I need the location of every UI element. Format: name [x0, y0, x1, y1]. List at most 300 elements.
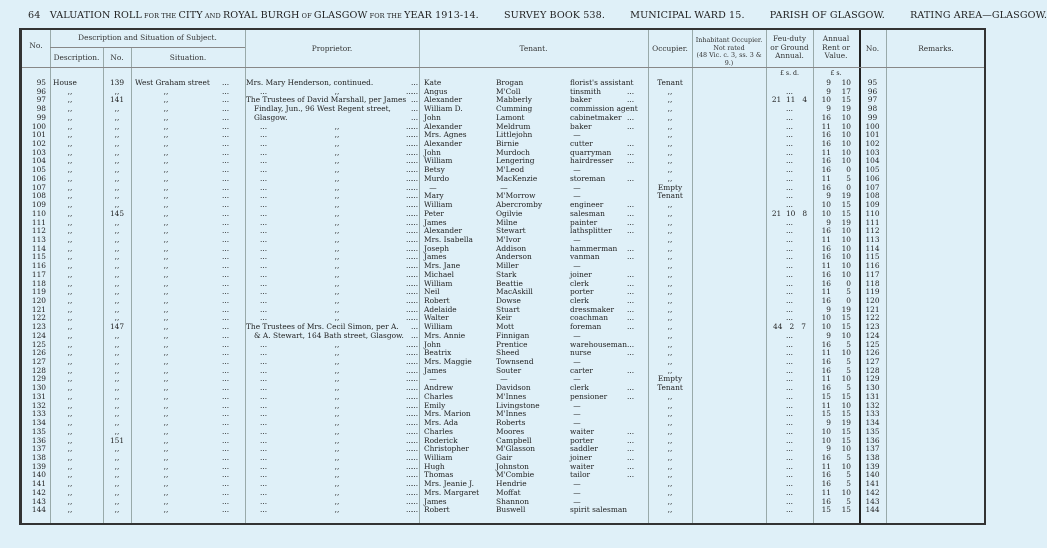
- ditto: ,,: [334, 269, 340, 279]
- ellipsis: ...: [222, 330, 230, 340]
- row-number-right: 122: [865, 313, 880, 323]
- proprietor: Mrs. Mary Henderson, continued.: [246, 78, 374, 87]
- header-line: Value.: [824, 51, 848, 60]
- rent-pounds: 11: [821, 261, 831, 271]
- subject-number: ,,: [114, 121, 120, 131]
- subject-number: ,,: [114, 226, 120, 236]
- rent-pounds: 11: [821, 348, 831, 358]
- ditto: ,,: [334, 304, 340, 314]
- tenant-surname: Gair: [496, 452, 513, 462]
- ditto: ,,: [334, 339, 340, 349]
- tenant-occupation: —: [573, 400, 581, 410]
- rent-pounds: 10: [821, 200, 831, 210]
- rent-pounds: 11: [821, 147, 831, 157]
- row-number: 95: [36, 78, 46, 87]
- description: ,,: [67, 261, 73, 271]
- occupier: ,,: [667, 130, 673, 140]
- feu-duty: ...: [785, 86, 794, 96]
- rent-pounds: 16: [821, 182, 831, 192]
- ellipsis: ...: [260, 409, 268, 419]
- col-header-tenant: Tenant.: [519, 44, 548, 53]
- ellipsis: ...: [260, 269, 268, 279]
- ellipsis: ...: [627, 296, 635, 305]
- rent-pounds: 16: [821, 252, 831, 262]
- ellipsis: ...: [627, 269, 635, 279]
- rent-pounds: 16: [821, 452, 831, 462]
- occupier: ,,: [667, 147, 673, 157]
- tenant-surname: Stuart: [496, 304, 520, 314]
- tenant-occupation: foreman: [570, 322, 602, 332]
- feu-duty: 44 2 7: [773, 322, 806, 332]
- ellipsis: ...: [222, 339, 230, 349]
- ellipsis: ...: [260, 479, 268, 489]
- ellipsis: ...: [222, 487, 230, 497]
- proprietor: Findlay, Jun., 96 West Regent street,: [254, 104, 391, 114]
- tenant-occupation: nurse: [570, 348, 592, 358]
- rent-pounds: 15: [821, 391, 831, 401]
- description: ,,: [67, 156, 73, 166]
- row-number: 121: [31, 304, 46, 314]
- tenant-surname: Keir: [496, 313, 512, 323]
- feu-duty: ...: [785, 444, 794, 454]
- ditto: ,,: [334, 234, 340, 244]
- tenant-surname: Sheed: [496, 348, 520, 358]
- tenant-surname: Ogilvie: [496, 208, 523, 218]
- tenant-first-name: Adelaide: [424, 304, 457, 314]
- occupier: ,,: [667, 461, 673, 471]
- ellipsis: ...: [260, 304, 268, 314]
- rent-shillings: 10: [841, 226, 851, 236]
- ellipsis: ...: [406, 226, 414, 236]
- subject-number: ,,: [114, 383, 120, 393]
- occupier: ,,: [667, 348, 673, 358]
- occupier: Tenant: [657, 383, 683, 393]
- ellipsis: ...: [627, 444, 635, 454]
- tenant-occupation: saddler: [570, 444, 598, 454]
- ellipsis: ...: [406, 130, 414, 140]
- situation: ,,: [163, 243, 169, 253]
- tenant-first-name: John: [424, 112, 441, 122]
- proprietor: The Trustees of David Marshall, per James: [246, 95, 407, 105]
- ellipsis: ...: [260, 139, 268, 149]
- occupier: ,,: [667, 261, 673, 271]
- description: ,,: [67, 278, 73, 288]
- description: House: [53, 78, 77, 87]
- tenant-first-name: William D.: [424, 104, 463, 114]
- ellipsis: ...: [627, 435, 635, 445]
- ellipsis: ...: [406, 86, 414, 96]
- rent-shillings: 10: [841, 147, 851, 157]
- tenant-surname: Hendrie: [496, 479, 527, 489]
- rent-pounds: 9: [826, 104, 831, 114]
- title-part: ROYAL BURGH: [222, 10, 300, 21]
- tenant-first-name: John: [424, 339, 441, 349]
- ellipsis: ...: [222, 130, 230, 140]
- occupier: ,,: [667, 452, 673, 462]
- tenant-first-name: Christopher: [424, 444, 469, 454]
- tenant-surname: Livingstone: [496, 400, 540, 410]
- row-number: 135: [31, 426, 46, 436]
- row-number: 123: [31, 322, 46, 332]
- description: ,,: [67, 348, 73, 358]
- rent-pounds: 9: [826, 304, 831, 314]
- rent-pounds: 16: [821, 339, 831, 349]
- tenant-first-name: John: [424, 147, 441, 157]
- situation: ,,: [163, 217, 169, 227]
- situation: ,,: [163, 505, 169, 515]
- ellipsis: ...: [411, 95, 419, 105]
- tenant-first-name: Mary: [424, 191, 444, 201]
- row-number: 125: [31, 339, 46, 349]
- ellipsis: ...: [406, 304, 414, 314]
- ellipsis: ...: [222, 104, 230, 114]
- feu-duty: ...: [785, 470, 794, 480]
- ellipsis: ...: [260, 461, 268, 471]
- row-number-right: 134: [865, 418, 880, 428]
- tenant-occupation: clerk: [570, 383, 589, 393]
- tenant-first-name: Emily: [424, 400, 446, 410]
- occupier: Tenant: [657, 78, 683, 87]
- row-number-right: 117: [865, 269, 880, 279]
- ellipsis: ...: [222, 304, 230, 314]
- ellipsis: ...: [411, 261, 419, 271]
- row-number-right: 116: [865, 261, 880, 271]
- rent-shillings: 10: [841, 374, 851, 384]
- row-number-right: 114: [865, 243, 880, 253]
- description: ,,: [67, 461, 73, 471]
- description: ,,: [67, 112, 73, 122]
- row-number-right: 129: [865, 374, 880, 384]
- situation: ,,: [163, 130, 169, 140]
- feu-duty: ...: [785, 304, 794, 314]
- description: ,,: [67, 400, 73, 410]
- ditto: ,,: [334, 348, 340, 358]
- feu-duty: ...: [785, 496, 794, 506]
- feu-duty: ...: [785, 357, 794, 367]
- occupier: ,,: [667, 226, 673, 236]
- tenant-surname: Addison: [496, 243, 527, 253]
- rent-shillings: 19: [841, 217, 851, 227]
- ellipsis: ...: [222, 95, 230, 105]
- ellipsis: ...: [406, 165, 414, 175]
- ellipsis: ...: [627, 200, 635, 210]
- row-number-right: 144: [865, 505, 880, 515]
- row-number-right: 140: [865, 470, 880, 480]
- tenant-occupation: tinsmith: [570, 86, 601, 96]
- tenant-surname: Birnie: [496, 139, 519, 149]
- ellipsis: ...: [222, 121, 230, 131]
- tenant-first-name: William: [424, 278, 453, 288]
- tenant-occupation: pensioner: [570, 391, 608, 401]
- row-number-right: 112: [865, 226, 880, 236]
- tenant-surname: Milne: [496, 217, 518, 227]
- occupier: ,,: [667, 391, 673, 401]
- tenant-surname: Brogan: [496, 78, 524, 87]
- row-number-right: 141: [865, 479, 880, 489]
- ellipsis: ...: [406, 208, 414, 218]
- feu-duty: ...: [785, 330, 794, 340]
- tenant-surname: Davidson: [496, 383, 531, 393]
- title-part: OF: [299, 12, 314, 20]
- situation: ,,: [163, 226, 169, 236]
- tenant-first-name: Roderick: [424, 435, 458, 445]
- rent-shillings: 10: [841, 130, 851, 140]
- ellipsis: ...: [627, 147, 635, 157]
- col-header-annual-rent: [813, 35, 859, 61]
- rent-pounds: 11: [821, 287, 831, 297]
- ditto: ,,: [334, 374, 340, 384]
- ellipsis: ...: [627, 139, 635, 149]
- situation: ,,: [163, 121, 169, 131]
- situation: ,,: [163, 165, 169, 175]
- subject-number: ,,: [114, 496, 120, 506]
- tenant-surname: Stewart: [496, 226, 526, 236]
- ellipsis: ...: [627, 287, 635, 297]
- tenant-occupation: painter: [570, 217, 598, 227]
- ellipsis: ...: [222, 470, 230, 480]
- feu-duty: ...: [785, 269, 794, 279]
- ellipsis: ...: [222, 383, 230, 393]
- feu-duty: ...: [785, 426, 794, 436]
- subject-number: ,,: [114, 487, 120, 497]
- ellipsis: ...: [260, 156, 268, 166]
- ditto: ,,: [334, 139, 340, 149]
- row-number-right: 135: [865, 426, 880, 436]
- ellipsis: ...: [627, 313, 635, 323]
- rent-pounds: 9: [826, 78, 831, 87]
- tenant-occupation: porter: [570, 435, 594, 445]
- tenant-surname: Littlejohn: [496, 130, 533, 140]
- description: ,,: [67, 409, 73, 419]
- occupier: ,,: [667, 487, 673, 497]
- rent-pounds: 9: [826, 217, 831, 227]
- row-number: 102: [31, 139, 46, 149]
- ditto: ,,: [334, 200, 340, 210]
- rent-pounds: 16: [821, 357, 831, 367]
- situation: ,,: [163, 208, 169, 218]
- ellipsis: ...: [406, 348, 414, 358]
- ellipsis: ...: [406, 313, 414, 323]
- rent-shillings: 19: [841, 191, 851, 201]
- ditto: ,,: [334, 217, 340, 227]
- rent-pounds: 16: [821, 165, 831, 175]
- rent-shillings: 15: [841, 426, 851, 436]
- subject-number: ,,: [114, 409, 120, 419]
- ditto: ,,: [334, 173, 340, 183]
- ellipsis: ...: [260, 487, 268, 497]
- ellipsis: ...: [411, 374, 419, 384]
- tenant-surname: M'Glasson: [496, 444, 536, 454]
- ellipsis: ...: [222, 269, 230, 279]
- tenant-occupation: baker: [570, 121, 592, 131]
- feu-duty: ...: [785, 182, 794, 192]
- occupier: ,,: [667, 470, 673, 480]
- ditto: ,,: [334, 261, 340, 271]
- tenant-surname: M'Combie: [496, 470, 535, 480]
- row-number: 97: [36, 95, 46, 105]
- feu-duty: ...: [785, 104, 794, 114]
- rent-pounds: 16: [821, 156, 831, 166]
- ellipsis: ...: [627, 278, 635, 288]
- subject-number: ,,: [114, 479, 120, 489]
- divider: [50, 47, 245, 48]
- ellipsis: ...: [627, 348, 635, 358]
- subject-number: ,,: [114, 374, 120, 384]
- row-number: 101: [31, 130, 46, 140]
- tenant-occupation: cutter: [570, 139, 593, 149]
- tenant-first-name: Mrs. Maggie: [424, 357, 472, 367]
- tenant-first-name: Hugh: [424, 461, 445, 471]
- rent-pounds: 16: [821, 296, 831, 305]
- row-number-right: 125: [865, 339, 880, 349]
- description: ,,: [67, 200, 73, 210]
- subject-number: ,,: [114, 452, 120, 462]
- tenant-occupation: waiter: [570, 426, 594, 436]
- subject-number: 147: [109, 322, 125, 332]
- subject-number: ,,: [114, 357, 120, 367]
- header-line: Rent or: [822, 42, 850, 52]
- feu-duty: ...: [785, 278, 794, 288]
- col-header-remarks: Remarks.: [918, 44, 954, 53]
- ellipsis: ...: [406, 121, 414, 131]
- ellipsis: ...: [260, 165, 268, 175]
- description: ,,: [67, 95, 73, 105]
- rent-pounds: 16: [821, 470, 831, 480]
- feu-duty: ...: [785, 409, 794, 419]
- rent-shillings: 10: [841, 444, 851, 454]
- ditto: ,,: [334, 121, 340, 131]
- description: ,,: [67, 339, 73, 349]
- row-number-right: 113: [865, 234, 880, 244]
- rent-shillings: 15: [841, 391, 851, 401]
- description: ,,: [67, 147, 73, 157]
- ellipsis: ...: [627, 243, 635, 253]
- ellipsis: ...: [406, 252, 414, 262]
- ellipsis: ...: [411, 479, 419, 489]
- occupier: ,,: [667, 322, 673, 332]
- feu-duty: ...: [785, 243, 794, 253]
- ellipsis: ...: [222, 200, 230, 210]
- tenant-occupation: —: [573, 234, 581, 244]
- tenant-surname: Moffat: [496, 487, 521, 497]
- ellipsis: ...: [411, 496, 419, 506]
- rent-units: £ s.: [830, 70, 842, 77]
- tenant-occupation: vanman: [570, 252, 600, 262]
- subject-number: ,,: [114, 330, 120, 340]
- ellipsis: ...: [222, 296, 230, 305]
- rent-pounds: 10: [821, 208, 831, 218]
- ditto: ,,: [334, 156, 340, 166]
- ellipsis: ...: [406, 418, 414, 428]
- occupier: ,,: [667, 139, 673, 149]
- ellipsis: ...: [406, 339, 414, 349]
- ellipsis: ...: [627, 217, 635, 227]
- occupier: ,,: [667, 104, 673, 114]
- tenant-surname: M'Innes: [496, 409, 527, 419]
- tenant-surname: Mabberly: [496, 95, 532, 105]
- ellipsis: ...: [411, 78, 419, 87]
- ditto: ,,: [334, 400, 340, 410]
- rent-shillings: 15: [841, 505, 851, 515]
- situation: ,,: [163, 487, 169, 497]
- tenant-occupation: clerk: [570, 296, 589, 305]
- rent-shillings: 5: [846, 470, 851, 480]
- tenant-surname: Cumming: [496, 104, 533, 114]
- ellipsis: ...: [222, 243, 230, 253]
- occupier: ,,: [667, 121, 673, 131]
- row-number: 139: [31, 461, 46, 471]
- ellipsis: ...: [411, 130, 419, 140]
- row-number-right: 108: [865, 191, 880, 201]
- tenant-first-name: Charles: [424, 391, 453, 401]
- subject-number: ,,: [114, 287, 120, 297]
- subject-number: ,,: [114, 86, 120, 96]
- ditto: ,,: [334, 444, 340, 454]
- col-header-occupier: Occupier.: [652, 44, 688, 53]
- tenant-first-name: Mrs. Marion: [424, 409, 471, 419]
- situation: ,,: [163, 383, 169, 393]
- description: ,,: [67, 452, 73, 462]
- proprietor: & A. Stewart, 164 Bath street, Glasgow.: [254, 330, 404, 340]
- row-number: 113: [31, 234, 46, 244]
- rent-pounds: 11: [821, 374, 831, 384]
- tenant-occupation: salesman: [570, 208, 605, 218]
- ellipsis: ...: [406, 182, 414, 192]
- ellipsis: ...: [411, 461, 419, 471]
- occupier: ,,: [667, 208, 673, 218]
- tenant-occupation: —: [573, 374, 581, 384]
- page-number: 64: [28, 10, 41, 21]
- situation: ,,: [163, 444, 169, 454]
- tenant-occupation: —: [573, 182, 581, 192]
- row-number: 129: [31, 374, 46, 384]
- situation: ,,: [163, 86, 169, 96]
- rent-pounds: 16: [821, 112, 831, 122]
- title-part: FOR THE: [141, 12, 179, 20]
- rent-shillings: 0: [846, 296, 851, 305]
- ditto: ,,: [334, 391, 340, 401]
- ellipsis: ...: [627, 156, 635, 166]
- ellipsis: ...: [411, 444, 419, 454]
- ellipsis: ...: [260, 426, 268, 436]
- rent-shillings: 5: [846, 339, 851, 349]
- ellipsis: ...: [411, 348, 419, 358]
- rent-shillings: 15: [841, 409, 851, 419]
- ellipsis: ...: [627, 112, 635, 122]
- title-part: FOR THE: [367, 12, 405, 20]
- occupier: ,,: [667, 287, 673, 297]
- tenant-surname: M'Leod: [496, 165, 525, 175]
- feu-duty: ...: [785, 348, 794, 358]
- tenant-surname: M'Ivor: [496, 234, 521, 244]
- tenant-occupation: —: [573, 330, 581, 340]
- rent-pounds: 16: [821, 226, 831, 236]
- valuation-table: [19, 28, 986, 525]
- ellipsis: ...: [260, 452, 268, 462]
- rent-shillings: 0: [846, 165, 851, 175]
- tenant-occupation: —: [573, 479, 581, 489]
- tenant-surname: MacAskill: [496, 287, 533, 297]
- ellipsis: ...: [222, 313, 230, 323]
- ditto: ,,: [334, 208, 340, 218]
- occupier: Empty: [657, 374, 683, 384]
- row-number-right: 101: [865, 130, 880, 140]
- ellipsis: ...: [411, 287, 419, 297]
- subject-number: ,,: [114, 112, 120, 122]
- row-number-right: 107: [865, 182, 880, 192]
- tenant-occupation: storeman: [570, 173, 606, 183]
- ellipsis: ...: [222, 261, 230, 271]
